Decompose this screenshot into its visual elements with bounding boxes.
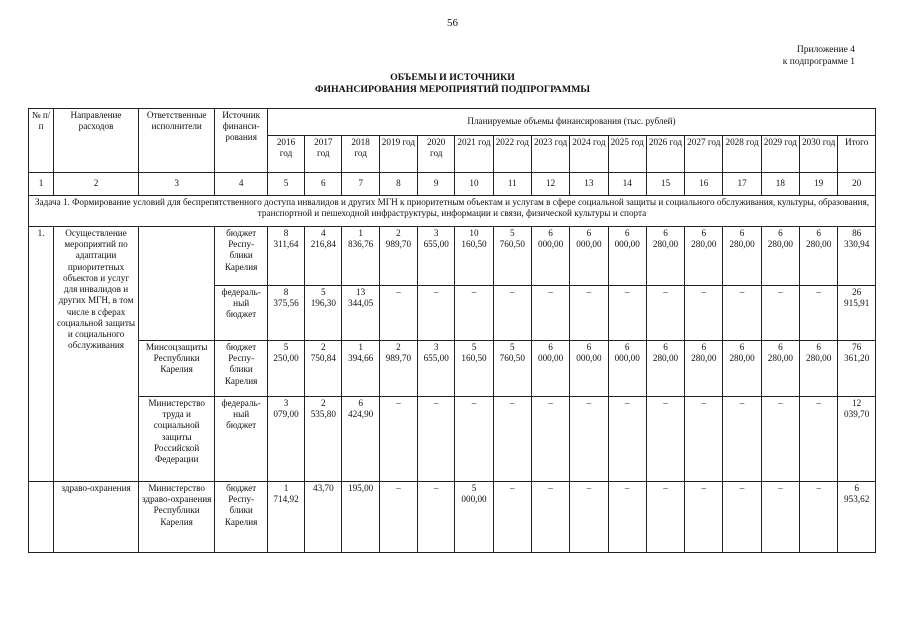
value-part: 76 xyxy=(852,342,862,352)
header-executors: Ответственные исполнители xyxy=(138,109,215,173)
value-part: – xyxy=(663,287,668,297)
value-part: 2 xyxy=(396,342,401,352)
column-number: 14 xyxy=(608,173,646,196)
value-cell xyxy=(379,397,417,482)
value-part: 280,00 xyxy=(767,239,794,250)
value-part: 6 xyxy=(701,228,707,238)
item-number: 1. xyxy=(29,227,54,482)
value-part: 750,84 xyxy=(310,353,336,364)
header-year: 2030 год xyxy=(800,136,838,173)
value-part: 250,00 xyxy=(273,353,299,364)
value-part: 2 xyxy=(321,398,326,408)
value-cell xyxy=(685,286,723,341)
value-part: 5 xyxy=(510,228,515,238)
column-number: 8 xyxy=(379,173,417,196)
column-number: 9 xyxy=(418,173,455,196)
value-cell xyxy=(379,482,417,553)
value-cell xyxy=(570,482,608,553)
value-part: 1 xyxy=(358,228,363,238)
value-cell xyxy=(455,341,493,397)
value-cell xyxy=(418,397,455,482)
value-part: 000,00 xyxy=(537,353,564,364)
header-total: Итого xyxy=(838,136,876,173)
value-cell xyxy=(646,286,684,341)
value-part: 2 xyxy=(396,228,401,238)
value-cell xyxy=(342,227,379,286)
value-part: 5 xyxy=(471,342,477,352)
value-part: 8 xyxy=(283,287,289,297)
value-cell xyxy=(723,227,761,286)
value-part: – xyxy=(396,483,401,493)
value-cell xyxy=(761,286,799,341)
column-number: 7 xyxy=(342,173,379,196)
header-planned: Планируемые объемы финансирования (тыс. рублей) xyxy=(267,109,875,136)
value-cell xyxy=(305,397,342,482)
value-part: – xyxy=(778,398,783,408)
value-part: 535,80 xyxy=(310,409,336,420)
row-source: бюджет Респу-блики Карелия xyxy=(215,341,267,397)
value-part: 344,05 xyxy=(347,298,374,309)
value-cell xyxy=(531,286,569,341)
value-cell xyxy=(685,341,723,397)
value-part: 6 xyxy=(624,228,630,238)
value-part: 6 xyxy=(854,483,859,493)
row-executor: Министерство здраво-охранения Республики Карелия xyxy=(138,482,215,553)
value-cell xyxy=(267,227,304,286)
value-part: 079,00 xyxy=(273,409,299,420)
table-row xyxy=(29,482,876,553)
column-number: 13 xyxy=(570,173,608,196)
value-part: 655,00 xyxy=(423,353,449,364)
value-cell xyxy=(305,286,342,341)
row-source: бюджет Респу-блики Карелия xyxy=(215,227,267,286)
value-cell xyxy=(455,227,493,286)
value-cell xyxy=(685,397,723,482)
value-part: – xyxy=(739,398,745,408)
value-cell xyxy=(531,341,569,397)
value-part: 280,00 xyxy=(729,353,755,364)
value-part: – xyxy=(624,287,630,297)
header-year: 2016 год xyxy=(267,136,304,173)
value-part: – xyxy=(624,398,630,408)
value-part: 915,91 xyxy=(844,298,870,309)
value-cell xyxy=(723,341,761,397)
value-part: 394,66 xyxy=(347,353,374,364)
column-number: 4 xyxy=(215,173,267,196)
value-cell xyxy=(342,286,379,341)
value-part: 280,00 xyxy=(806,239,832,250)
value-part: – xyxy=(586,483,592,493)
header-row-1 xyxy=(29,109,876,136)
value-part: 160,50 xyxy=(461,353,487,364)
value-part: – xyxy=(663,483,668,493)
value-part: – xyxy=(510,483,515,493)
value-part: 6 xyxy=(778,342,783,352)
value-part: 280,00 xyxy=(767,353,794,364)
value-cell xyxy=(761,397,799,482)
value-cell xyxy=(646,227,684,286)
value-cell xyxy=(267,341,304,397)
value-part: – xyxy=(739,483,745,493)
value-part: – xyxy=(433,398,439,408)
value-part: 280,00 xyxy=(652,353,679,364)
value-cell xyxy=(267,286,304,341)
value-cell xyxy=(342,397,379,482)
value-cell xyxy=(608,482,646,553)
value-part: – xyxy=(663,398,668,408)
value-cell xyxy=(493,341,531,397)
value-cell xyxy=(493,227,531,286)
value-part: 000,00 xyxy=(537,239,564,250)
value-cell xyxy=(305,482,342,553)
value-part: 6 xyxy=(586,228,592,238)
column-number: 12 xyxy=(531,173,569,196)
value-part: – xyxy=(816,398,821,408)
value-part: 8 xyxy=(283,228,289,238)
value-part: 86 xyxy=(852,228,862,238)
value-part: 280,00 xyxy=(729,239,755,250)
header-year: 2023 год xyxy=(531,136,569,173)
value-cell xyxy=(761,482,799,553)
header-year: 2027 год xyxy=(685,136,723,173)
total-cell xyxy=(838,227,876,286)
value-part: 12 xyxy=(852,398,862,408)
value-cell xyxy=(608,341,646,397)
value-cell xyxy=(570,286,608,341)
value-part: – xyxy=(701,398,707,408)
value-cell xyxy=(267,397,304,482)
value-part: 000,00 xyxy=(614,239,640,250)
table-row xyxy=(29,397,876,482)
value-cell xyxy=(418,286,455,341)
header-source: Источник финанси-рования xyxy=(215,109,267,173)
value-part: 10 xyxy=(469,228,479,238)
page-number: 56 xyxy=(447,17,458,29)
value-part: 280,00 xyxy=(652,239,679,250)
value-part: – xyxy=(471,398,477,408)
row-executor: Министерство труда и социальной защиты Российской Федерации xyxy=(138,397,215,482)
value-part: – xyxy=(739,287,745,297)
column-number: 19 xyxy=(800,173,838,196)
header-year: 2022 год xyxy=(493,136,531,173)
value-part: 039,70 xyxy=(844,409,870,420)
value-part: – xyxy=(433,483,439,493)
value-part: 5 xyxy=(471,483,477,493)
value-cell xyxy=(305,341,342,397)
value-part: 280,00 xyxy=(806,353,832,364)
header-year: 2021 год xyxy=(455,136,493,173)
value-part: 3 xyxy=(433,342,439,352)
value-part: 6 xyxy=(548,342,553,352)
column-number: 16 xyxy=(685,173,723,196)
value-cell xyxy=(531,227,569,286)
value-part: 4 xyxy=(321,228,326,238)
header-num: № п/п xyxy=(29,109,54,173)
value-cell xyxy=(685,227,723,286)
value-part: – xyxy=(624,483,630,493)
header-year: 2025 год xyxy=(608,136,646,173)
document-title xyxy=(0,72,905,96)
value-part: 6 xyxy=(739,228,745,238)
header-year: 2018 год xyxy=(342,136,379,173)
value-part: 655,00 xyxy=(423,239,449,250)
value-cell xyxy=(608,286,646,341)
value-part: – xyxy=(433,287,439,297)
value-part: 6 xyxy=(816,342,821,352)
value-part: 330,94 xyxy=(844,239,870,250)
column-numbers-row xyxy=(29,173,876,196)
value-part: 280,00 xyxy=(691,239,717,250)
value-part: 26 xyxy=(852,287,862,297)
column-number: 2 xyxy=(54,173,139,196)
value-cell xyxy=(455,286,493,341)
value-part: 953,62 xyxy=(844,494,870,505)
value-part: 6 xyxy=(778,228,783,238)
title-line-1: ОБЪЕМЫ И ИСТОЧНИКИ xyxy=(390,72,515,83)
value-part: – xyxy=(816,483,821,493)
value-part: – xyxy=(471,287,477,297)
value-cell xyxy=(570,397,608,482)
value-cell xyxy=(493,482,531,553)
value-cell xyxy=(570,341,608,397)
value-part: 3 xyxy=(283,398,289,408)
value-part: – xyxy=(701,483,707,493)
row-source: федераль-ный бюджет xyxy=(215,286,267,341)
total-cell xyxy=(838,341,876,397)
value-cell xyxy=(531,482,569,553)
row-direction: здраво-охранения xyxy=(54,482,139,553)
value-part: 000,00 xyxy=(614,353,640,364)
row-executor xyxy=(138,227,215,341)
value-cell xyxy=(418,227,455,286)
value-part: 760,50 xyxy=(499,239,525,250)
column-number: 20 xyxy=(838,173,876,196)
value-cell xyxy=(267,482,304,553)
value-part: 6 xyxy=(739,342,745,352)
header-year: 2020 год xyxy=(418,136,455,173)
value-part: 3 xyxy=(433,228,439,238)
value-part: 6 xyxy=(663,228,668,238)
value-part: 836,76 xyxy=(347,239,374,250)
header-direction: Направление расходов xyxy=(54,109,139,173)
value-cell xyxy=(455,397,493,482)
appendix-line-2: к подпрограмме 1 xyxy=(782,56,855,67)
value-cell xyxy=(342,482,379,553)
column-number: 17 xyxy=(723,173,761,196)
value-part: 195,00 xyxy=(347,483,374,493)
financing-table xyxy=(28,108,876,553)
value-part: 280,00 xyxy=(691,353,717,364)
value-part: 6 xyxy=(816,228,821,238)
column-number: 18 xyxy=(761,173,799,196)
value-cell xyxy=(379,286,417,341)
row-executor: Минсоцзащиты Республики Карелия xyxy=(138,341,215,397)
column-number: 1 xyxy=(29,173,54,196)
column-number: 15 xyxy=(646,173,684,196)
value-part: 424,90 xyxy=(347,409,374,420)
value-cell xyxy=(418,482,455,553)
total-cell xyxy=(838,286,876,341)
column-number: 10 xyxy=(455,173,493,196)
item-direction: Осуществление мероприятий по адаптации приоритетных объектов и услуг для инвалидов и других МГН, в том числе в сферах социальной защиты и социального обслуживания xyxy=(54,227,139,482)
value-part: – xyxy=(586,398,592,408)
value-part: – xyxy=(778,483,783,493)
value-cell xyxy=(418,341,455,397)
value-cell xyxy=(608,227,646,286)
header-year: 2029 год xyxy=(761,136,799,173)
value-part: 160,50 xyxy=(461,239,487,250)
value-part: 375,56 xyxy=(273,298,299,309)
value-cell xyxy=(531,397,569,482)
value-part: 43,70 xyxy=(312,483,334,493)
value-cell xyxy=(800,286,838,341)
header-year: 2024 год xyxy=(570,136,608,173)
value-part: 714,92 xyxy=(273,494,299,505)
column-number: 11 xyxy=(493,173,531,196)
header-year: 2026 год xyxy=(646,136,684,173)
value-cell xyxy=(800,227,838,286)
value-cell xyxy=(685,482,723,553)
total-cell xyxy=(838,482,876,553)
row-source: бюджет Респу-блики Карелия xyxy=(215,482,267,553)
value-part: 196,30 xyxy=(310,298,336,309)
value-part: – xyxy=(548,483,553,493)
value-part: – xyxy=(396,287,401,297)
value-cell xyxy=(379,227,417,286)
value-part: – xyxy=(548,398,553,408)
value-cell xyxy=(723,286,761,341)
value-cell xyxy=(379,341,417,397)
value-cell xyxy=(723,397,761,482)
value-part: – xyxy=(701,287,707,297)
table-row xyxy=(29,341,876,397)
value-part: – xyxy=(510,287,515,297)
value-cell xyxy=(761,341,799,397)
value-cell xyxy=(493,286,531,341)
value-part: 760,50 xyxy=(499,353,525,364)
value-cell xyxy=(800,397,838,482)
value-part: – xyxy=(778,287,783,297)
value-cell xyxy=(646,482,684,553)
row-num-empty xyxy=(29,482,54,553)
total-cell xyxy=(838,397,876,482)
value-part: – xyxy=(510,398,515,408)
value-cell xyxy=(455,482,493,553)
task-text: Задача 1. Формирование условий для беспрепятственного доступа инвалидов и других МГН к приоритетным объектам и услугам в сфере социальной защиты и социального обслуживания, культуры, образования, транспортной и пешеходной инфраструктуры, информации и связи, физической культуры и спорта xyxy=(29,196,876,227)
value-cell xyxy=(800,482,838,553)
header-year: 2019 год xyxy=(379,136,417,173)
value-part: 989,70 xyxy=(385,239,412,250)
value-part: 989,70 xyxy=(385,353,412,364)
header-year: 2017 год xyxy=(305,136,342,173)
title-line-2: ФИНАНСИРОВАНИЯ МЕРОПРИЯТИЙ ПОДПРОГРАММЫ xyxy=(314,84,590,96)
column-number: 5 xyxy=(267,173,304,196)
value-part: 5 xyxy=(283,342,289,352)
value-part: 1 xyxy=(358,342,363,352)
value-cell xyxy=(608,397,646,482)
value-part: 000,00 xyxy=(461,494,487,505)
value-cell xyxy=(723,482,761,553)
value-part: 6 xyxy=(663,342,668,352)
table-row xyxy=(29,227,876,286)
value-cell xyxy=(305,227,342,286)
appendix-line-1: Приложение 4 xyxy=(796,45,855,55)
value-part: – xyxy=(586,287,592,297)
value-part: 5 xyxy=(321,287,326,297)
column-number: 6 xyxy=(305,173,342,196)
value-cell xyxy=(342,341,379,397)
value-part: 311,64 xyxy=(273,239,299,250)
value-cell xyxy=(800,341,838,397)
appendix-note xyxy=(783,45,855,68)
value-part: 5 xyxy=(510,342,515,352)
value-cell xyxy=(646,341,684,397)
value-part: 13 xyxy=(356,287,366,297)
value-cell xyxy=(646,397,684,482)
value-cell xyxy=(570,227,608,286)
value-cell xyxy=(761,227,799,286)
value-part: – xyxy=(548,287,553,297)
row-source: федераль-ный бюджет xyxy=(215,397,267,482)
value-part: 6 xyxy=(548,228,553,238)
value-part: 361,20 xyxy=(844,353,870,364)
value-part: 000,00 xyxy=(576,353,602,364)
value-part: 000,00 xyxy=(576,239,602,250)
column-number: 3 xyxy=(138,173,215,196)
value-cell xyxy=(493,397,531,482)
header-year: 2028 год xyxy=(723,136,761,173)
value-part: 6 xyxy=(701,342,707,352)
value-part: – xyxy=(396,398,401,408)
task-row xyxy=(29,196,876,227)
value-part: 6 xyxy=(624,342,630,352)
value-part: 6 xyxy=(358,398,363,408)
value-part: 1 xyxy=(283,483,289,493)
value-part: 2 xyxy=(321,342,326,352)
value-part: 216,84 xyxy=(310,239,336,250)
value-part: – xyxy=(816,287,821,297)
value-part: 6 xyxy=(586,342,592,352)
